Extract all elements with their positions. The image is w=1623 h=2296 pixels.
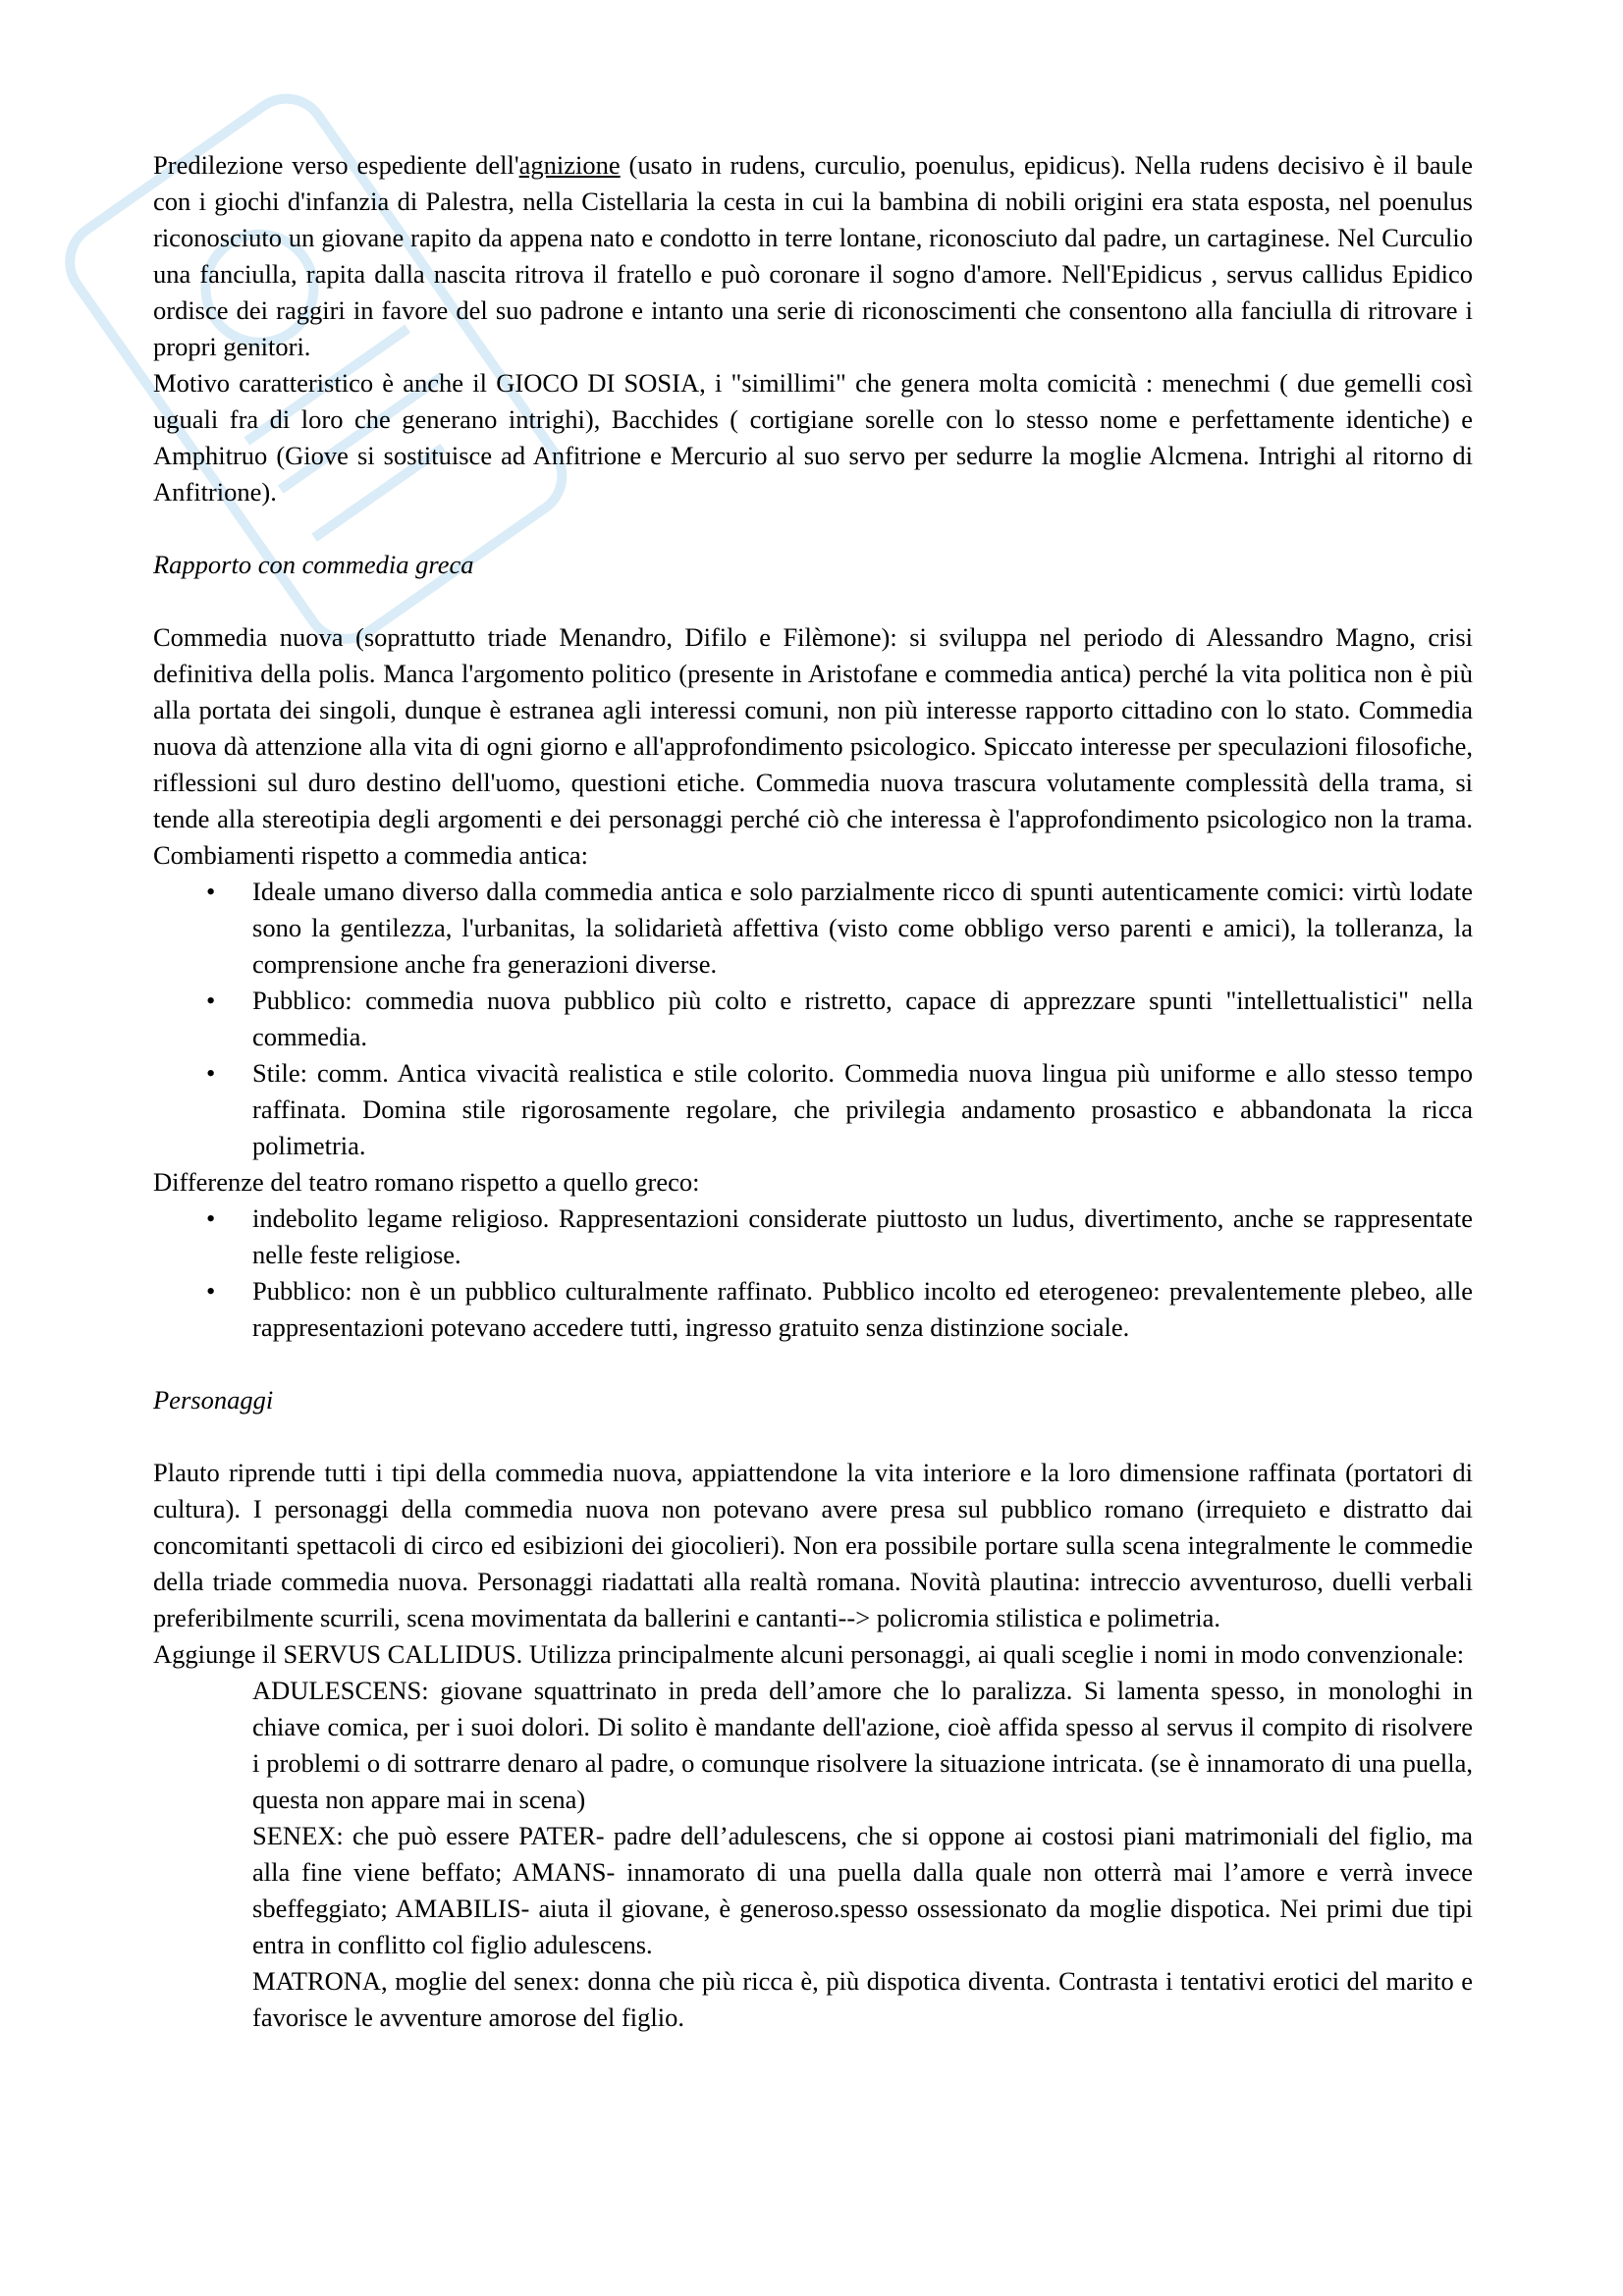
character-adulescens: ADULESCENS: giovane squattrinato in preda dell’amore che lo paralizza. Si lamenta spesso, in monologhi in chiave comica, per i suoi dolori. Di solito è mandante dell'azione, cioè affida spesso al servus il compito di risolvere i problemi o di sottrarre denaro al padre, o comunque risolvere la situazione intricata. (se è innamorato di una puella, questa non appare mai in scena) [252, 1676, 1473, 1814]
heading-rapporto-commedia-greca: Rapporto con commedia greca [153, 550, 474, 579]
list-item [153, 874, 1473, 983]
character-matrona: MATRONA, moglie del senex: donna che più ricca è, più dispotica diventa. Contrasta i tentativi erotici del marito e favorisce le avventure amorose del figlio. [252, 1966, 1473, 2032]
list-item-text: Pubblico: non è un pubblico culturalmente raffinato. Pubblico incolto ed eterogeneo: prevalentemente plebeo, alle rappresentazioni potevano accedere tutti, ingresso gratuito senza distinzione sociale. [252, 1276, 1473, 1342]
character-senex: SENEX: che può essere PATER- padre dell’adulescens, che si oppone ai costosi piani matrimoniali del figlio, ma alla fine viene beffato; AMANS- innamorato di una puella dalla quale non otterrà mai l’amore e verrà invece sbeffeggiato; AMABILIS- aiuta il giovane, è generoso.spesso ossessionato da moglie dispotica. Nei primi due tipi entra in conflitto col figlio adulescens. [252, 1821, 1473, 1959]
list-item-text: indebolito legame religioso. Rappresentazioni considerate piuttosto un ludus, divertimento, anche se rappresentate nelle feste religiose. [252, 1203, 1473, 1269]
list-item-text: Stile: comm. Antica vivacità realistica e stile colorito. Commedia nuova lingua più uniforme e allo stesso tempo raffinata. Domina stile rigorosamente regolare, che privilegia andamento prosastico e abbandonata la ricca polimetria. [252, 1058, 1473, 1160]
list-item [153, 1273, 1473, 1346]
document-page [153, 147, 1473, 2036]
paragraph-servus-callidus: Aggiunge il SERVUS CALLIDUS. Utilizza principalmente alcuni personaggi, ai quali sceglie i nomi in modo convenzionale: [153, 1639, 1465, 1669]
bullet-icon: • [206, 1058, 216, 1088]
bullet-icon: • [206, 1276, 216, 1306]
paragraph-plauto-riprende: Plauto riprende tutti i tipi della commedia nuova, appiattendone la vita interiore e la loro dimensione raffinata (portatori di cultura). I personaggi della commedia nuova non potevano avere presa sul pubblico romano (irrequieto e distratto dai concomitanti spettacoli di circo ed esibizioni dei giocolieri). Non era possibile portare sulla scena integralmente le commedie della triade commedia nuova. Personaggi riadattati alla realtà romana. Novità plautina: intreccio avventuroso, duelli verbali preferibilmente scurrili, scena movimentata da ballerini e cantanti--> policromia stilistica e polimetria. [153, 1458, 1473, 1632]
intro-paragraph-sosia: Motivo caratteristico è anche il GIOCO DI SOSIA, i "simillimi" che genera molta comicità : menechmi ( due gemelli così uguali fra di loro che generano intrighi), Bacchides ( cortigiane sorelle con lo stesso nome e perfettamente identiche) e Amphitruo (Giove si sostituisce ad Anfitrione e Mercurio al suo servo per sedurre la moglie Alcmena. Intrighi al ritorno di Anfitrione). [153, 368, 1473, 507]
list-item-text: Pubblico: commedia nuova pubblico più colto e ristretto, capace di apprezzare spunti "intellettualistici" nella commedia. [252, 986, 1473, 1051]
text-run: Predilezione verso espediente dell' [153, 150, 519, 180]
paragraph-differenze: Differenze del teatro romano rispetto a quello greco: [153, 1167, 700, 1197]
agnizione-link[interactable]: agnizione [518, 150, 621, 180]
bullet-icon: • [206, 877, 216, 906]
list-differenze [153, 1201, 1473, 1346]
list-item-text: Ideale umano diverso dalla commedia antica e solo parzialmente ricco di spunti autenticamente comici: virtù lodate sono la gentilezza, l'urbanitas, la solidarietà affettiva (visto come obbligo verso parenti e amici), la tolleranza, la comprensione anche fra generazioni diverse. [252, 877, 1473, 979]
bullet-icon: • [206, 986, 216, 1015]
list-item [153, 1055, 1473, 1164]
list-cambiamenti [153, 874, 1473, 1164]
list-item [153, 1201, 1473, 1273]
list-item [153, 983, 1473, 1055]
heading-personaggi: Personaggi [153, 1385, 274, 1415]
text-run: (usato in rudens, curculio, poenulus, epidicus). Nella rudens decisivo è il baule con i giochi d'infanzia di Palestra, nella Cistellaria la cesta in cui la bambina di nobili origini era stata esposta, nel poenulus riconosciuto un giovane rapito da appena nato e condotto in terre lontane, riconosciuto dal padre, un cartaginese. Nel Curculio una fanciulla, rapita dalla nascita ritrova il fratello e può coronare il sogno d'amore. Nell'Epidicus , servus callidus Epidico ordisce dei raggiri in favore del suo padrone e intanto una serie di riconoscimenti che consentono alla fanciulla di ritrovare i propri genitori. [153, 150, 1473, 361]
bullet-icon: • [206, 1203, 216, 1233]
paragraph-commedia-nuova: Commedia nuova (soprattutto triade Menandro, Difilo e Filèmone): si sviluppa nel periodo di Alessandro Magno, crisi definitiva della polis. Manca l'argomento politico (presente in Aristofane e commedia antica) perché la vita politica non è più alla portata dei singoli, dunque è estranea agli interessi comuni, non più interesse rapporto cittadino con lo stato. Commedia nuova dà attenzione alla vita di ogni giorno e all'approfondimento psicologico. Spiccato interesse per speculazioni filosofiche, riflessioni sul duro destino dell'uomo, questioni etiche. Commedia nuova trascura volutamente complessità della trama, si tende alla stereotipia degli argomenti e dei personaggi perché ciò che interessa è l'approfondimento psicologico non la trama. Combiamenti rispetto a commedia antica: [153, 622, 1473, 870]
intro-paragraph-agnizione [153, 147, 1473, 365]
